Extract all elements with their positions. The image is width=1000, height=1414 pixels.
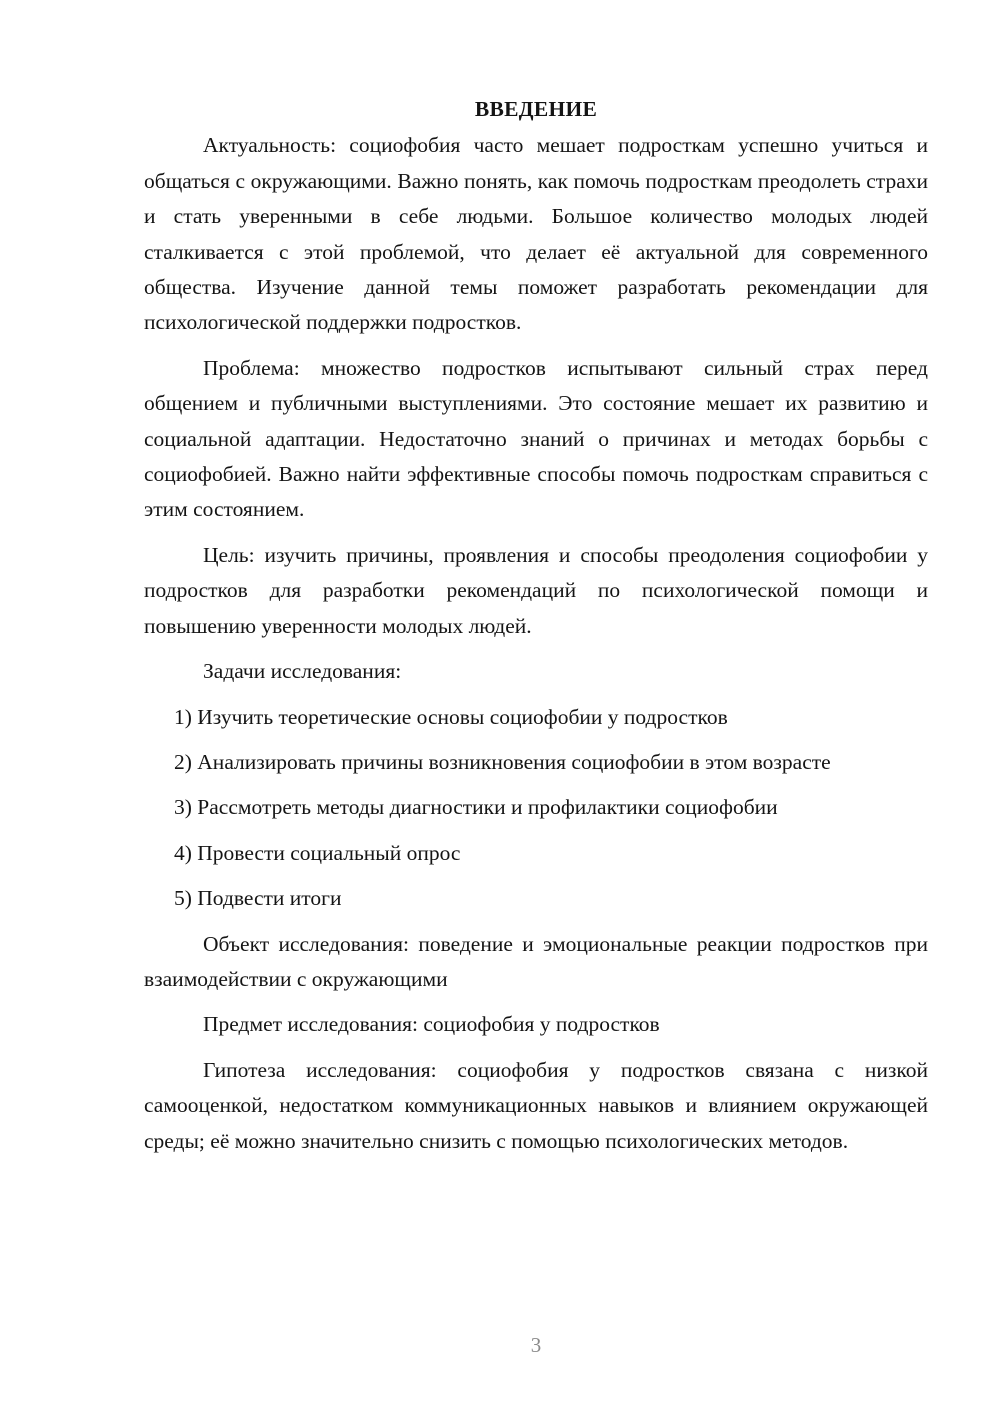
section-heading: ВВЕДЕНИЕ xyxy=(474,97,598,121)
task-item-1: 1) Изучить теоретические основы социофобии у подростков xyxy=(174,704,728,729)
task-item-2: 2) Анализировать причины возникновения социофобии в этом возрасте xyxy=(174,749,831,774)
tasks-title: Задачи исследования: xyxy=(203,659,402,684)
object-paragraph: Объект исследования: поведение и эмоциональные реакции подростков при взаимодействии с окружающими xyxy=(144,931,928,991)
task-item-5: 5) Подвести итоги xyxy=(174,886,342,911)
relevance-paragraph: Актуальность: социофобия часто мешает подросткам успешно учиться и общаться с окружающими. Важно понять, как помочь подросткам преодолеть страхи и стать уверенными в себе людьми. Большое количество молодых людей сталкивается с этой проблемой, что делает её актуальной для современного общества. Изучение данной темы поможет разработать рекомендации для психологической поддержки подростков. xyxy=(144,133,928,335)
task-item-3: 3) Рассмотреть методы диагностики и профилактики социофобии xyxy=(174,795,778,820)
task-item-4: 4) Провести социальный опрос xyxy=(174,840,461,865)
goal-paragraph: Цель: изучить причины, проявления и способы преодоления социофобии у подростков для разработки рекомендаций по психологической помощи и повышению уверенности молодых людей. xyxy=(144,542,928,638)
page-number: 3 xyxy=(530,1333,542,1357)
hypothesis-paragraph: Гипотеза исследования: социофобия у подростков связана с низкой самооценкой, недостатком коммуникационных навыков и влиянием окружающей среды; её можно значительно снизить с помощью психологических методов. xyxy=(144,1057,928,1153)
problem-paragraph: Проблема: множество подростков испытывают сильный страх перед общением и публичными выступлениями. Это состояние мешает их развитию и социальной адаптации. Недостаточно знаний о причинах и методах борьбы с социофобией. Важно найти эффективные способы помочь подросткам справиться с этим состоянием. xyxy=(144,355,928,522)
document-body xyxy=(144,92,928,1169)
subject-paragraph: Предмет исследования: социофобия у подростков xyxy=(203,1012,660,1037)
